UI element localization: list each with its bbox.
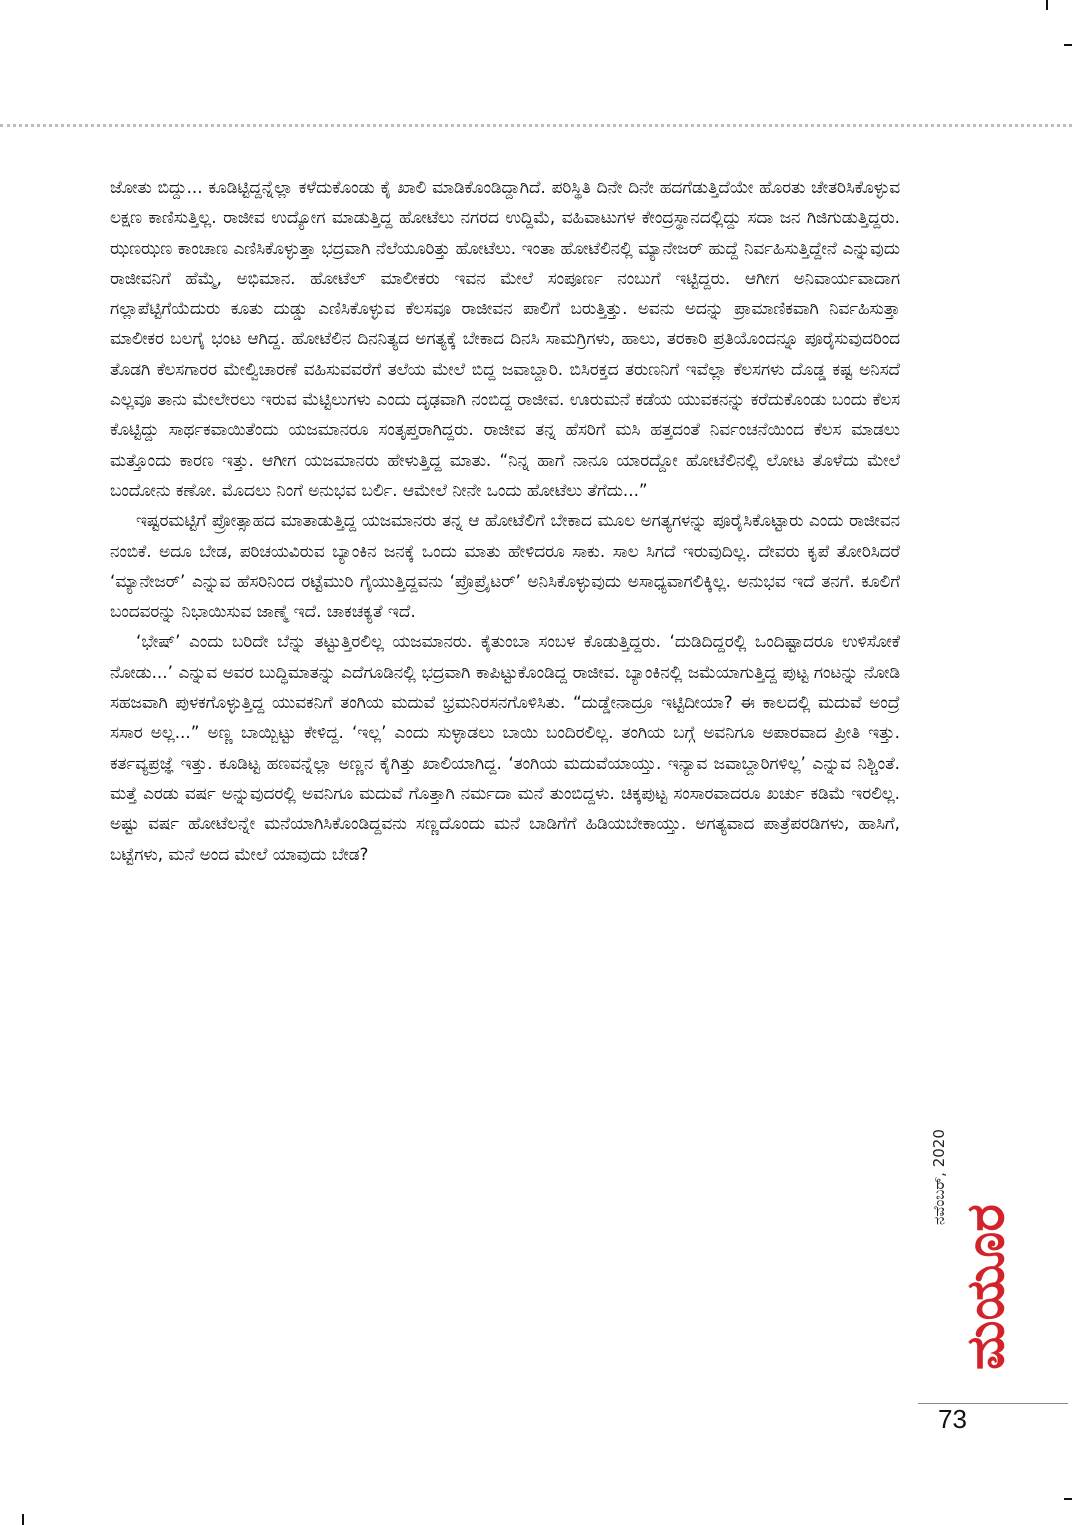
header-dotted-rule bbox=[0, 124, 1072, 127]
paragraph: ಇಷ್ಟರಮಟ್ಟಿಗೆ ಪ್ರೋತ್ಸಾಹದ ಮಾತಾಡುತ್ತಿದ್ದ ಯಜಮಾನರು ತನ್ನ ಆ ಹೋಟೆಲಿಗೆ ಬೇಕಾದ ಮೂಲ ಅಗತ್ಯಗಳನ್ನು ಪೂರೈಸಿಕೊಟ್ಟಾರು ಎಂದು ರಾಜೀವನ ನಂಬಿಕೆ. ಅದೂ ಬೇಡ, ಪರಿಚಯವಿರುವ ಬ್ಯಾಂಕಿನ ಜನಕ್ಕೆ ಒಂದು ಮಾತು ಹೇಳಿದರೂ ಸಾಕು. ಸಾಲ ಸಿಗದೆ ಇರುವುದಿಲ್ಲ. ದೇವರು ಕೃಪೆ ತೋರಿಸಿದರೆ ‘ಮ್ಯಾನೇಜರ್’ ಎನ್ನುವ ಹೆಸರಿನಿಂದ ರಟ್ಟೆಮುರಿ ಗೈಯುತ್ತಿದ್ದವನು ‘ಪ್ರೊಪ್ರೈಟರ್’ ಅನಿಸಿಕೊಳ್ಳುವುದು ಅಸಾಧ್ಯವಾಗಲಿಕ್ಕಿಲ್ಲ. ಅನುಭವ ಇದೆ ತನಗೆ. ಕೂಲಿಗೆ ಬಂದವರನ್ನು ನಿಭಾಯಿಸುವ ಜಾಣ್ಮೆ ಇದೆ. ಚಾಕಚಕ್ಯತೆ ಇದೆ. bbox=[110, 510, 900, 622]
crop-mark-left-bottom bbox=[22, 1514, 24, 1525]
magazine-name: ಮಯೂರ bbox=[956, 1204, 1016, 1370]
crop-mark-top bbox=[1046, 0, 1048, 10]
crop-mark-top-right bbox=[1064, 44, 1072, 46]
paragraph: ‘ಭೇಷ್’ ಎಂದು ಬರಿದೇ ಬೆನ್ನು ತಟ್ಟುತ್ತಿರಲಿಲ್ಲ ಯಜಮಾನರು. ಕೈತುಂಬಾ ಸಂಬಳ ಕೊಡುತ್ತಿದ್ದರು. ‘ದುಡಿದಿದ್ದರಲ್ಲಿ ಒಂದಿಷ್ಟಾದರೂ ಉಳಿಸೋಕೆ ನೋಡು...’ ಎನ್ನುವ ಅವರ ಬುದ್ಧಿಮಾತನ್ನು ಎದೆಗೂಡಿನಲ್ಲಿ ಭದ್ರವಾಗಿ ಕಾಪಿಟ್ಟುಕೊಂಡಿದ್ದ ರಾಜೀವ. ಬ್ಯಾಂಕಿನಲ್ಲಿ ಜಮೆಯಾಗುತ್ತಿದ್ದ ಪುಟ್ಟ ಗಂಟನ್ನು ನೋಡಿ ಸಹಜವಾಗಿ ಪುಳಕಗೊಳ್ಳುತ್ತಿದ್ದ ಯುವಕನಿಗೆ ತಂಗಿಯ ಮದುವೆ ಭ್ರಮನಿರಸನಗೊಳಿಸಿತು. “ದುಡ್ಡೇನಾದ್ರೂ ಇಟ್ಟಿದೀಯಾ? ಈ ಕಾಲದಲ್ಲಿ ಮದುವೆ ಅಂದ್ರೆ ಸಸಾರ ಅಲ್ಲ...” ಅಣ್ಣ ಬಾಯ್ಬಿಟ್ಟು ಕೇಳಿದ್ದ. ‘ಇಲ್ಲ’ ಎಂದು ಸುಳ್ಳಾಡಲು ಬಾಯಿ ಬಂದಿರಲಿಲ್ಲ. ತಂಗಿಯ ಬಗ್ಗೆ ಅವನಿಗೂ ಅಪಾರವಾದ ಪ್ರೀತಿ ಇತ್ತು. ಕರ್ತವ್ಯಪ್ರಜ್ಞೆ ಇತ್ತು. ಕೂಡಿಟ್ಟ ಹಣವನ್ನೆಲ್ಲಾ ಅಣ್ಣನ ಕೈಗಿತ್ತು ಖಾಲಿಯಾಗಿದ್ದ. ‘ತಂಗಿಯ ಮದುವೆಯಾಯ್ತು. ಇನ್ಯಾವ ಜವಾಬ್ದಾರಿಗಳಿಲ್ಲ’ ಎನ್ನುವ ನಿಶ್ಚಿಂತೆ. ಮತ್ತೆ ಎರಡು ವರ್ಷ ಅನ್ನುವುದರಲ್ಲಿ ಅವನಿಗೂ ಮದುವೆ ಗೊತ್ತಾಗಿ ನರ್ಮದಾ ಮನೆ ತುಂಬಿದ್ದಳು. ಚಿಕ್ಕಪುಟ್ಟ ಸಂಸಾರವಾದರೂ ಖರ್ಚು ಕಡಿಮೆ ಇರಲಿಲ್ಲ. ಅಷ್ಟು ವರ್ಷ ಹೋಟೆಲನ್ನೇ ಮನೆಯಾಗಿಸಿಕೊಂಡಿದ್ದವನು ಸಣ್ಣದೊಂದು ಮನೆ ಬಾಡಿಗೆಗೆ ಹಿಡಿಯಬೇಕಾಯ್ತು. ಅಗತ್ಯವಾದ ಪಾತ್ರೆಪರಡಿಗಳು, ಹಾಸಿಗೆ, ಬಟ್ಟೆಗಳು, ಮನೆ ಅಂದ ಮೇಲೆ ಯಾವುದು ಬೇಡ? bbox=[110, 631, 900, 864]
paragraph: ಜೋತು ಬಿದ್ದು... ಕೂಡಿಟ್ಟಿದ್ದನ್ನೆಲ್ಲಾ ಕಳೆದುಕೊಂಡು ಕೈ ಖಾಲಿ ಮಾಡಿಕೊಂಡಿದ್ದಾಗಿದೆ. ಪರಿಸ್ಥಿತಿ ದಿನೇ ದಿನೇ ಹದಗೆಡುತ್ತಿದೆಯೇ ಹೊರತು ಚೇತರಿಸಿಕೊಳ್ಳುವ ಲಕ್ಷಣ ಕಾಣಿಸುತ್ತಿಲ್ಲ. ರಾಜೀವ ಉದ್ಯೋಗ ಮಾಡುತ್ತಿದ್ದ ಹೋಟೆಲು ನಗರದ ಉದ್ದಿಮೆ, ವಹಿವಾಟುಗಳ ಕೇಂದ್ರಸ್ಥಾನದಲ್ಲಿದ್ದು ಸದಾ ಜನ ಗಿಜಿಗುಡುತ್ತಿದ್ದರು. ಝಣಝಣ ಕಾಂಚಾಣ ಎಣಿಸಿಕೊಳ್ಳುತ್ತಾ ಭದ್ರವಾಗಿ ನೆಲೆಯೂರಿತ್ತು ಹೋಟೆಲು. ಇಂತಾ ಹೋಟೆಲಿನಲ್ಲಿ ಮ್ಯಾನೇಜರ್ ಹುದ್ದೆ ನಿರ್ವಹಿಸುತ್ತಿದ್ದೇನೆ ಎನ್ನುವುದು ರಾಜೀವನಿಗೆ ಹೆಮ್ಮೆ, ಅಭಿಮಾನ. ಹೋಟೆಲ್ ಮಾಲೀಕರು ಇವನ ಮೇಲೆ ಸಂಪೂರ್ಣ ನಂಬುಗೆ ಇಟ್ಟಿದ್ದರು. ಆಗೀಗ ಅನಿವಾರ್ಯವಾದಾಗ ಗಲ್ಲಾಪೆಟ್ಟಿಗೆಯೆದುರು ಕೂತು ದುಡ್ಡು ಎಣಿಸಿಕೊಳ್ಳುವ ಕೆಲಸವೂ ರಾಜೀವನ ಪಾಲಿಗೆ ಬರುತ್ತಿತ್ತು. ಅವನು ಅದನ್ನು ಪ್ರಾಮಾಣಿಕವಾಗಿ ನಿರ್ವಹಿಸುತ್ತಾ ಮಾಲೀಕರ ಬಲಗೈ ಭಂಟ ಆಗಿದ್ದ. ಹೋಟೆಲಿನ ದಿನನಿತ್ಯದ ಅಗತ್ಯಕ್ಕೆ ಬೇಕಾದ ದಿನಸಿ ಸಾಮಗ್ರಿಗಳು, ಹಾಲು, ತರಕಾರಿ ಪ್ರತಿಯೊಂದನ್ನೂ ಪೂರೈಸುವುದರಿಂದ ತೊಡಗಿ ಕೆಲಸಗಾರರ ಮೇಲ್ವಿಚಾರಣೆ ವಹಿಸುವವರೆಗೆ ತಲೆಯ ಮೇಲೆ ಬಿದ್ದ ಜವಾಬ್ದಾರಿ. ಬಿಸಿರಕ್ತದ ತರುಣನಿಗೆ ಇವೆಲ್ಲಾ ಕೆಲಸಗಳು ದೊಡ್ಡ ಕಷ್ಟ ಅನಿಸದೆ ಎಲ್ಲವೂ ತಾನು ಮೇಲೇರಲು ಇರುವ ಮೆಟ್ಟಿಲುಗಳು ಎಂದು ದೃಢವಾಗಿ ನಂಬಿದ್ದ ರಾಜೀವ. ಊರುಮನೆ ಕಡೆಯ ಯುವಕನನ್ನು ಕರೆದುಕೊಂಡು ಬಂದು ಕೆಲಸ ಕೊಟ್ಟಿದ್ದು ಸಾರ್ಥಕವಾಯಿತೆಂದು ಯಜಮಾನರೂ ಸಂತೃಪ್ತರಾಗಿದ್ದರು. ರಾಜೀವ ತನ್ನ ಹೆಸರಿಗೆ ಮಸಿ ಹತ್ತದಂತೆ ನಿರ್ವಂಚನೆಯಿಂದ ಕೆಲಸ ಮಾಡಲು ಮತ್ತೊಂದು ಕಾರಣ ಇತ್ತು. ಆಗೀಗ ಯಜಮಾನರು ಹೇಳುತ್ತಿದ್ದ ಮಾತು. “ನಿನ್ನ ಹಾಗೆ ನಾನೂ ಯಾರದ್ದೋ ಹೋಟೆಲಿನಲ್ಲಿ ಲೋಟ ತೊಳೆದು ಮೇಲೆ ಬಂದೋನು ಕಣೋ. ಮೊದಲು ನಿಂಗೆ ಅನುಭವ ಬರ್ಲಿ. ಆಮೇಲೆ ನೀನೇ ಒಂದು ಹೋಟೆಲು ತೆಗೆದು...” bbox=[110, 177, 900, 500]
issue-date: ನವೆಂಬರ್, 2020 bbox=[930, 1129, 948, 1225]
article-body bbox=[110, 172, 900, 869]
crop-mark-bottom-right bbox=[1064, 1498, 1072, 1500]
page-number: 73 bbox=[938, 1404, 967, 1434]
